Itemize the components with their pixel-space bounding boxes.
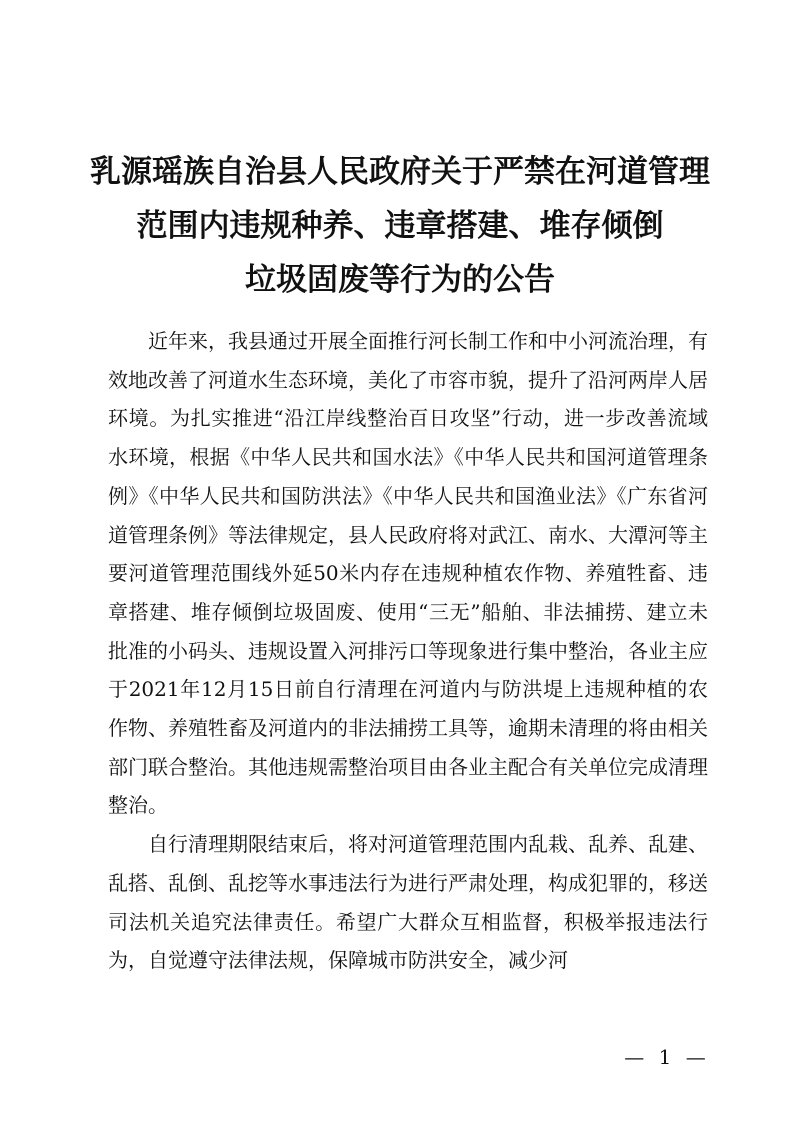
title-line: 乳源瑶族自治县人民政府关于严禁在河道管理: [90, 154, 710, 190]
page-number: — 1 —: [624, 1045, 710, 1069]
body-paragraph: 近年来，我县通过开展全面推行河长制工作和中小河流治理，有效地改善了河道水生态环境，美化了市容市貌，提升了沿河两岸人居环境。为扎实推进“沿江岸线整治百日攻坚”行动，进一步改善流域水环境，根据《中华人民共和国水法》《中华人民共和国河道管理条例》《中华人民共和国防洪法》《中华人民共和国渔业法》《广东省河道管理条例》等法律规定，县人民政府将对武江、南水、大潭河等主要河道管理范围线外延50米内存在违规种植农作物、养殖牲畜、违章搭建、堆存倾倒垃圾固废、使用“三无”船舶、非法捕捞、建立未批准的小码头、违规设置入河排污口等现象进行集中整治，各业主应于2021年12月15日前自行清理在河道内与防洪堤上违规种植的农作物、养殖牲畜及河道内的非法捕捞工具等，逾期未清理的将由相关部门联合整治。其他违规需整治项目由各业主配合有关单位完成清理整治。: [108, 329, 708, 818]
title-line: 范围内违规种养、违章搭建、堆存倾倒: [136, 208, 664, 244]
document-title: [60, 145, 740, 307]
body-paragraph: 自行清理期限结束后，将对河道管理范围内乱栽、乱养、乱建、乱搭、乱倒、乱挖等水事违法行为进行严肃处理，构成犯罪的，移送司法机关追究法律责任。希望广大群众互相监督，积极举报违法行为，自觉遵守法律法规，保障城市防洪安全，减少河: [108, 832, 708, 973]
title-line: 垃圾固废等行为的公告: [245, 262, 555, 298]
document-body: [108, 322, 708, 980]
